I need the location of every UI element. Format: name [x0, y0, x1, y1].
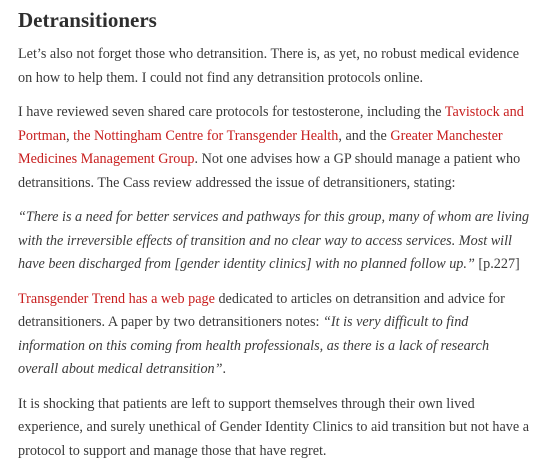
paragraph-conclusion: It is shocking that patients are left to support themselves through their own lived experience, and surely unethical of Gender Identity Clinics to aid transition but not have a protocol to support and manage those that have regret.: [18, 395, 529, 459]
section-heading: Detransitioners: [18, 8, 157, 32]
text-segment: dedicated to articles on detransition and advice for detransitioners. A paper by two detransitioners notes:: [18, 290, 505, 331]
text-segment: , and the: [338, 127, 391, 144]
text-segment: .: [222, 361, 227, 378]
link-greater-manchester[interactable]: Greater Manchester Medicines Management Group: [18, 127, 503, 168]
quote-text: “There is a need for better services and pathways for this group, many of whom are living with the irreversible effects of transition and no clear way to access services. Most will have been discharged from [gender identity clinics] with no planned follow up.”: [18, 209, 530, 273]
link-transgender-trend[interactable]: Transgender Trend has a web page: [18, 290, 215, 307]
text-segment: ,: [66, 127, 74, 144]
paragraph-protocols: [18, 101, 530, 195]
text-segment: . Not one advises how a GP should manage a patient who detransitions. The Cass review addressed the issue of detransitioners, stating:: [18, 151, 521, 191]
link-nottingham-centre[interactable]: the Nottingham Centre for Transgender Health: [73, 127, 339, 144]
detransitioners-quote: “It is very difficult to find information on this coming from health professionals, as there is a lack of research overall about medical detransition”: [18, 314, 490, 378]
text-segment: I have reviewed seven shared care protocols for testosterone, including the: [18, 104, 445, 121]
page-reference: [p.227]: [474, 256, 520, 273]
paragraph-intro: Let’s also not forget those who detransition. There is, as yet, no robust medical evidence on how to help them. I could not find any detransition protocols online.: [18, 46, 520, 86]
link-tavistock-portman[interactable]: Tavistock and Portman: [18, 104, 524, 144]
cass-review-quote: [18, 206, 530, 277]
paragraph-transgender-trend: [18, 288, 530, 382]
